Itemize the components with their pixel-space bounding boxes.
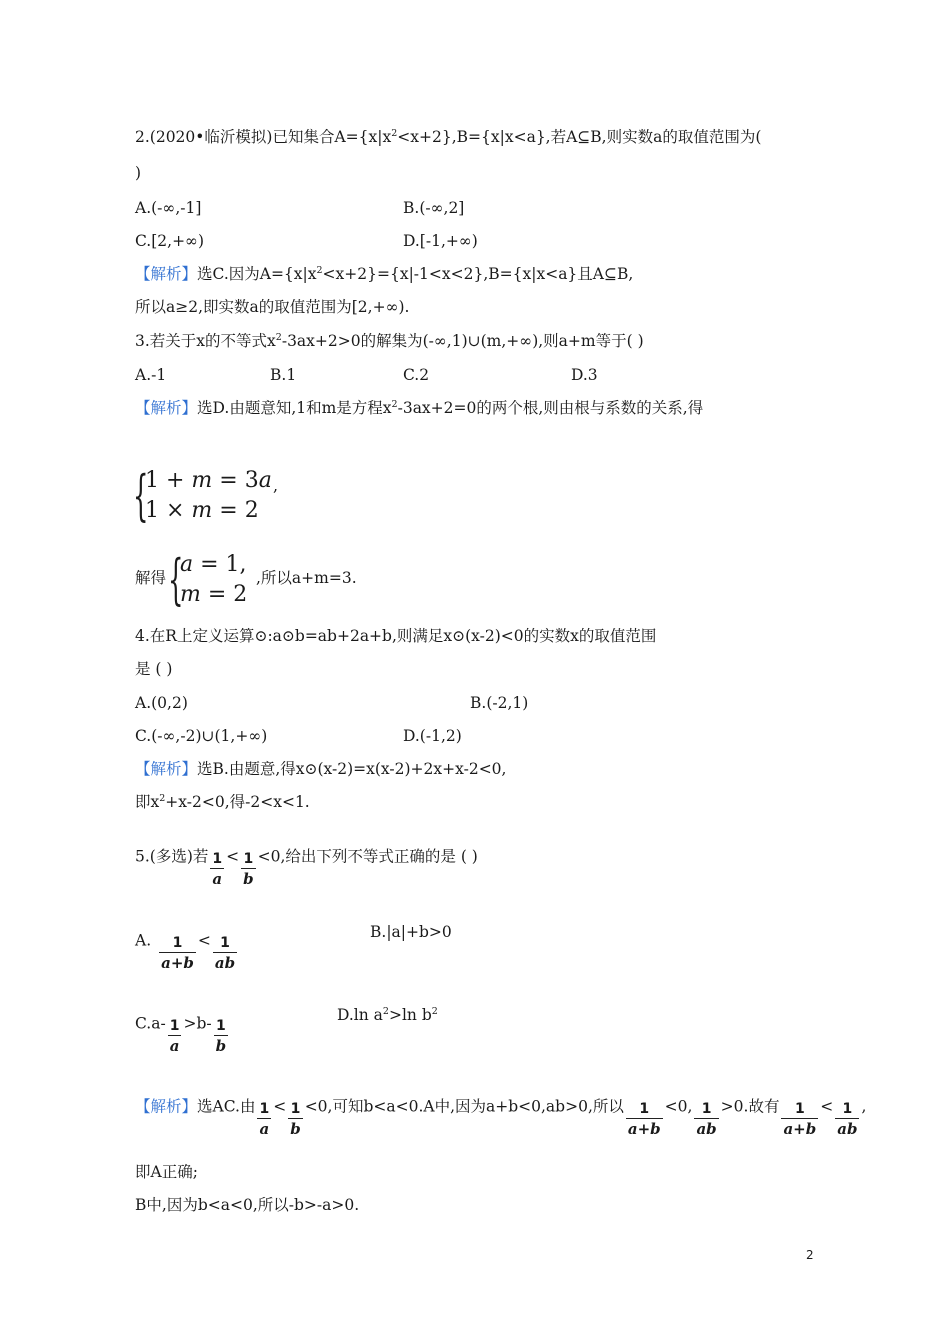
q5-option-d: D.ln $a^2>\ln$ $b^2$ xyxy=(337,1006,438,1024)
q5-option-a: A. $\frac{1}{a+b}$ < $\frac{1}{ab}$ xyxy=(135,931,236,972)
q2-option-a: A.(-∞,-1] xyxy=(135,199,202,217)
equation-line: a = 1, xyxy=(180,552,247,577)
q4-answer-line2: 即$x^2+x-2<0$,得-2<x<1. xyxy=(135,793,310,811)
q4-option-b: B.(-2,1) xyxy=(470,694,529,712)
fraction: $\frac{1}{a+b}$ xyxy=(783,1101,817,1138)
q2-option-b: B.(-∞,2] xyxy=(403,199,465,217)
q2-option-d: D.[-1,+∞) xyxy=(403,232,478,250)
fraction: $\frac{1}{ab}$ xyxy=(837,1101,858,1138)
q3-option-c: C.2 xyxy=(403,366,430,384)
answer-tag: 【解析】 xyxy=(135,1097,198,1116)
fraction: $\frac{1}{a+b}$ xyxy=(161,935,194,972)
q3-answer-line1: 【解析】选D.由题意知,1和m是方程$x^2-3ax+2=0$的两个根,则由根与系数的关系,得 xyxy=(135,399,704,417)
answer-tag: 【解析】 xyxy=(135,265,198,283)
q5-answer-line1: 【解析】选AC.由 $\frac{1}{a}$ < $\frac{1}{b}$ <0,可知b<a<0.A中,因为a+b<0,ab>0,所以 $\frac{1}{a+b}$ <0, $\frac{1}{ab}$ >0.故有 $\frac{1}{a+b}$ < $\frac{1}{ab}$ , xyxy=(135,1097,867,1138)
q5-option-c: C.a- $\frac{1}{a}$ >b- $\frac{1}{b}$ xyxy=(135,1014,227,1055)
page-number: 2 xyxy=(806,1248,814,1262)
q2-stem-close: ) xyxy=(135,164,142,182)
equation-line: m = 2 xyxy=(180,582,248,607)
fraction: $\frac{1}{b}$ xyxy=(290,1101,301,1138)
q2-answer-line1: 【解析】选C.因为$A=\{x|x^2<x+2\}=\{x|-1<x<2\},B=\{x|x<a\}$且A⊆B, xyxy=(135,265,634,283)
q2-answer-line2: 所以a≥2,即实数a的取值范围为[2,+∞). xyxy=(135,298,410,316)
q3-option-a: A.-1 xyxy=(135,366,167,384)
equation-line: 1 × m = 2 xyxy=(145,498,259,523)
q4-option-c: C.(-∞,-2)∪(1,+∞) xyxy=(135,727,268,745)
answer-tag: 【解析】 xyxy=(135,399,198,417)
q4-stem-line2: 是 ( ) xyxy=(135,660,173,678)
q3-solve-prefix: 解得 xyxy=(135,569,167,587)
equation-system-1: { 1 + m = 3a 1 × m = 2 , xyxy=(133,464,279,527)
fraction: $\frac{1}{a+b}$ xyxy=(627,1101,661,1138)
q2-stem: 2.(2020•临沂模拟)已知集合$A=\{x|x^2<x+2\},B=\{x|x<a\}$,若A⊆B,则实数a的取值范围为( xyxy=(135,128,762,146)
fraction: $\frac{1}{a}$ xyxy=(259,1101,270,1138)
fraction: $\frac{1}{ab}$ xyxy=(214,935,236,972)
q3-solve-suffix: ,所以a+m=3. xyxy=(256,569,357,587)
q4-option-d: D.(-1,2) xyxy=(403,727,462,745)
q2-option-c: C.[2,+∞) xyxy=(135,232,205,250)
fraction: $\frac{1}{ab}$ xyxy=(696,1101,717,1138)
q4-stem-line1: 4.在R上定义运算⊙:a⊙b=ab+2a+b,则满足x⊙(x-2)<0的实数x的取值范围 xyxy=(135,627,657,645)
equation-system-2 xyxy=(168,550,258,610)
q3-option-d: D.3 xyxy=(571,366,598,384)
q5-answer-line3: B中,因为b<a<0,所以-b>-a>0. xyxy=(135,1196,360,1214)
q5-option-b: B.|a|+b>0 xyxy=(370,923,452,941)
answer-tag: 【解析】 xyxy=(135,760,198,778)
q4-answer-line1: 【解析】选B.由题意,得x⊙(x-2)=x(x-2)+2x+x-2<0, xyxy=(135,760,507,778)
fraction: $\frac{1}{b}$ xyxy=(215,1018,227,1055)
left-brace: { xyxy=(133,464,149,527)
left-brace: { xyxy=(168,548,184,611)
equation-line: 1 + m = 3a xyxy=(145,468,272,493)
q4-option-a: A.(0,2) xyxy=(135,694,188,712)
q5-stem: 5.(多选)若 $\frac{1}{a}$ < $\frac{1}{b}$ <0,给出下列不等式正确的是 ( ) xyxy=(135,847,478,888)
fraction: $\frac{1}{a}$ xyxy=(169,1018,180,1055)
q3-stem: 3.若关于x的不等式$x^2-3ax+2>0$的解集为(-∞,1)∪(m,+∞),则a+m等于( ) xyxy=(135,332,644,350)
q5-answer-line2: 即A正确; xyxy=(135,1163,198,1181)
fraction: $\frac{1}{b}$ xyxy=(243,851,254,888)
fraction: $\frac{1}{a}$ xyxy=(212,851,223,888)
q3-option-b: B.1 xyxy=(270,366,297,384)
